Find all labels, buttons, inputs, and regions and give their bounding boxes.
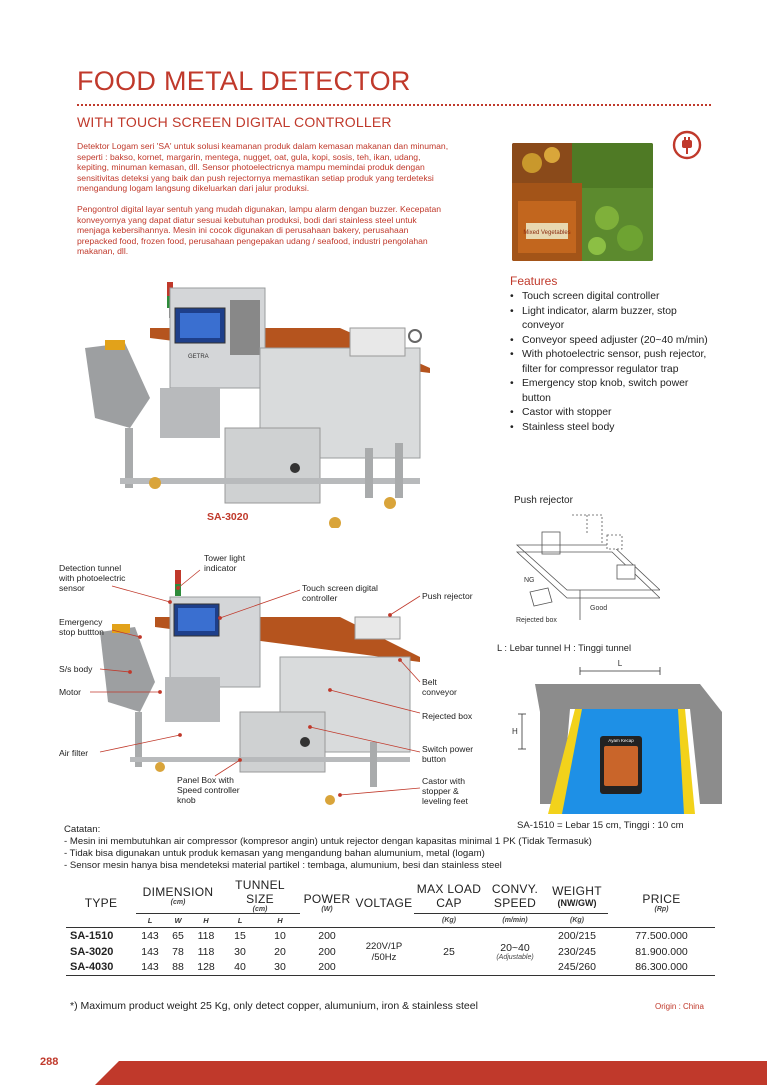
callout-push-rejector: Push rejector (422, 591, 473, 601)
cell-l: 143 (141, 929, 159, 942)
header-tunnel-unit: (cm) (252, 906, 268, 913)
header-tunnel-label: TUNNEL SIZE (235, 878, 285, 906)
ng-label: NG (524, 577, 535, 584)
cell-tunnel-l: 15 (234, 929, 246, 942)
note-item: - Tidak bisa digunakan untuk produk kemasan yang mengandung bahan alumunium, metal (logam) (64, 848, 485, 859)
header-weight (546, 878, 608, 914)
header-maxload-label: MAX LOAD CAP (416, 881, 482, 910)
cell-w: 78 (172, 945, 184, 958)
callout-touch-screen: Touch screen digital controller (302, 583, 378, 603)
header-weight-unit: (Kg) (546, 914, 608, 928)
header-dimension (136, 878, 220, 914)
cell-power: 200 (318, 929, 336, 942)
cell-weight: 245/260 (546, 960, 608, 976)
cell-speed (484, 928, 546, 976)
callout-leader-lines (0, 540, 767, 820)
description-paragraph-2: Pengontrol digital layar sentuh yang mudah digunakan, lampu alarm dengan buzzer. Kecepatan konveyornya yang dapat diatur sesuai kebutuhan produksi, bodi dari stainless steel untuk menjaga kebersihannya. Mesin ini cocok digunakan di perusahaan bakery, perusahaan prepacked food, frozen food, perusahaan pengepakan udang / seafood, industri pengolahan makanan, dll. (77, 203, 442, 257)
callout-motor: Motor (59, 687, 81, 697)
header-tunnel-h: H (260, 914, 300, 928)
cell-l: 143 (141, 945, 159, 958)
cell-price: 77.500.000 (635, 929, 688, 942)
callout-switch-power: Switch power button (422, 744, 474, 764)
header-speed-unit: (m/min) (484, 914, 546, 928)
callout-tower-light: Tower light indicator (204, 553, 246, 573)
header-power (300, 878, 354, 928)
header-speed (484, 878, 546, 914)
header-maxload (414, 878, 484, 914)
cell-price: 81.900.000 (635, 945, 688, 958)
note-item: - Sensor mesin hanya bisa mendeteksi material partikel : tembaga, alumunium, besi dan stainless steel (64, 860, 502, 871)
header-tunnel-l: L (220, 914, 260, 928)
cell-tunnel-l: 40 (220, 960, 260, 976)
header-dim-w: W (164, 914, 192, 928)
header-price (608, 878, 715, 928)
metal-detector-machine-image (80, 278, 440, 528)
machine-model-label: SA-3020 (207, 511, 249, 523)
header-type: TYPE (66, 878, 136, 928)
cell-speed-value: 20~40 (500, 942, 530, 954)
frozen-food-photo (512, 143, 653, 261)
cell-tunnel-l: 30 (234, 945, 246, 958)
cell-tunnel-h: 20 (274, 945, 286, 958)
callout-belt-conveyor: Belt conveyor (422, 677, 457, 697)
table-row (66, 928, 715, 944)
cell-power: 200 (300, 960, 354, 976)
feature-item: • With photoelectric sensor, push rejector, filter for compressor regulator trap (510, 348, 710, 377)
cell-h: 118 (197, 945, 215, 958)
cell-h: 128 (192, 960, 220, 976)
cell-w: 65 (172, 929, 184, 942)
cell-tunnel-h: 30 (260, 960, 300, 976)
header-weight-label: WEIGHT (552, 883, 602, 898)
callout-castor: Castor with stopper & leveling feet (422, 776, 468, 806)
callout-air-filter: Air filter (59, 748, 89, 758)
origin-label: Origin : China (655, 1002, 704, 1011)
header-maxload-unit: (Kg) (414, 914, 484, 928)
feature-item: • Castor with stopper (510, 406, 710, 421)
callout-rejected-box: Rejected box (422, 711, 473, 721)
product-description (77, 141, 449, 267)
cell-weight: 200/215 (558, 929, 596, 942)
header-power-unit: (W) (321, 906, 333, 913)
cell-w: 88 (164, 960, 192, 976)
feature-item: • Light indicator, alarm buzzer, stop conveyor (510, 305, 710, 334)
good-label: Good (590, 605, 608, 612)
rejected-box-label: Rejected box (516, 617, 557, 624)
header-speed-label: CONVY. SPEED (491, 881, 539, 910)
feature-item: • Stainless steel body (510, 421, 710, 436)
footer-bar (95, 1061, 767, 1085)
cell-speed-note: (Adjustable) (496, 954, 534, 961)
spec-table (66, 878, 715, 976)
feature-item: • Touch screen digital controller (510, 290, 710, 305)
callout-emergency-stop: Emergency stop buttton (59, 617, 104, 637)
cell-type: SA-4030 (66, 960, 136, 976)
title-divider (77, 104, 711, 106)
features-title: Features (510, 274, 558, 288)
tunnel-caption: L : Lebar tunnel H : Tinggi tunnel (497, 643, 632, 653)
header-tunnel (220, 878, 300, 914)
callout-ss-body: S/s body (59, 664, 93, 674)
page-title: FOOD METAL DETECTOR (77, 66, 411, 96)
cell-weight: 230/245 (558, 945, 596, 958)
tunnel-size-note: SA-1510 = Lebar 15 cm, Tinggi : 10 cm (517, 820, 684, 831)
footnote: *) Maximum product weight 25 Kg, only detect copper, alumunium, iron & stainless steel (70, 1000, 478, 1012)
cell-power: 200 (318, 945, 336, 958)
header-price-unit: (Rp) (654, 906, 669, 913)
note-item: - Mesin ini membutuhkan air compressor (kompresor angin) untuk rejector dengan kapasitas minimal 1 PK (Tidak Termasuk) (64, 836, 592, 847)
cell-price: 86.300.000 (608, 960, 715, 976)
notes-section (64, 824, 714, 872)
cell-voltage: 220V/1P /50Hz (365, 940, 403, 963)
brand-label: GETRA (188, 354, 209, 360)
page-subtitle: WITH TOUCH SCREEN DIGITAL CONTROLLER (77, 114, 392, 130)
header-weight-sub: (NW/GW) (557, 897, 597, 908)
header-dimension-label: DIMENSION (142, 885, 214, 899)
header-dim-h: H (192, 914, 220, 928)
notes-title: Catatan: (64, 824, 101, 835)
h-label: H (512, 727, 518, 736)
header-dimension-unit: (cm) (170, 899, 186, 906)
cell-tunnel-h: 10 (274, 929, 286, 942)
cell-type: SA-3020 (70, 945, 114, 958)
callout-panel-box: Panel Box with Speed controller knob (177, 775, 240, 805)
page-number: 288 (40, 1056, 59, 1068)
header-power-label: POWER (303, 892, 351, 906)
header-voltage: VOLTAGE (354, 878, 414, 928)
features-list (510, 290, 710, 435)
power-plug-icon (672, 130, 702, 160)
header-dim-l: L (136, 914, 164, 928)
tray-label: Ayam Kecap (608, 738, 634, 743)
callout-detection-tunnel: Detection tunnel with photoelectric sensor (59, 563, 126, 593)
header-price-label: PRICE (642, 892, 681, 906)
feature-item: • Conveyor speed adjuster (20~40 m/min) (510, 334, 710, 349)
package-label: Mixed Vegetables (523, 230, 571, 236)
feature-item: • Emergency stop knob, switch power button (510, 377, 710, 406)
push-rejector-title: Push rejector (514, 495, 573, 506)
cell-l: 143 (136, 960, 164, 976)
l-label: L (617, 659, 623, 668)
cell-h: 118 (197, 929, 215, 942)
description-paragraph-1: Detektor Logam seri 'SA' untuk solusi keamanan produk dalam kemasan makanan dan minuman, seperti : bakso, kornet, margarin, mentega, nugget, oat, gula, kopi, sosis, teh, ikan, udang, kepiting, minuman kemasan, dll. Sensor photoelectricnya mampu memindai produk dengan sensitivitas deteksi yang baik dan push rejectornya memastikan setiap produk yang terdeteksi mengandung logam langsung dikeluarkan dari jalur produksi. (77, 141, 449, 194)
cell-type: SA-1510 (70, 929, 114, 942)
cell-maxload: 25 (443, 945, 455, 958)
